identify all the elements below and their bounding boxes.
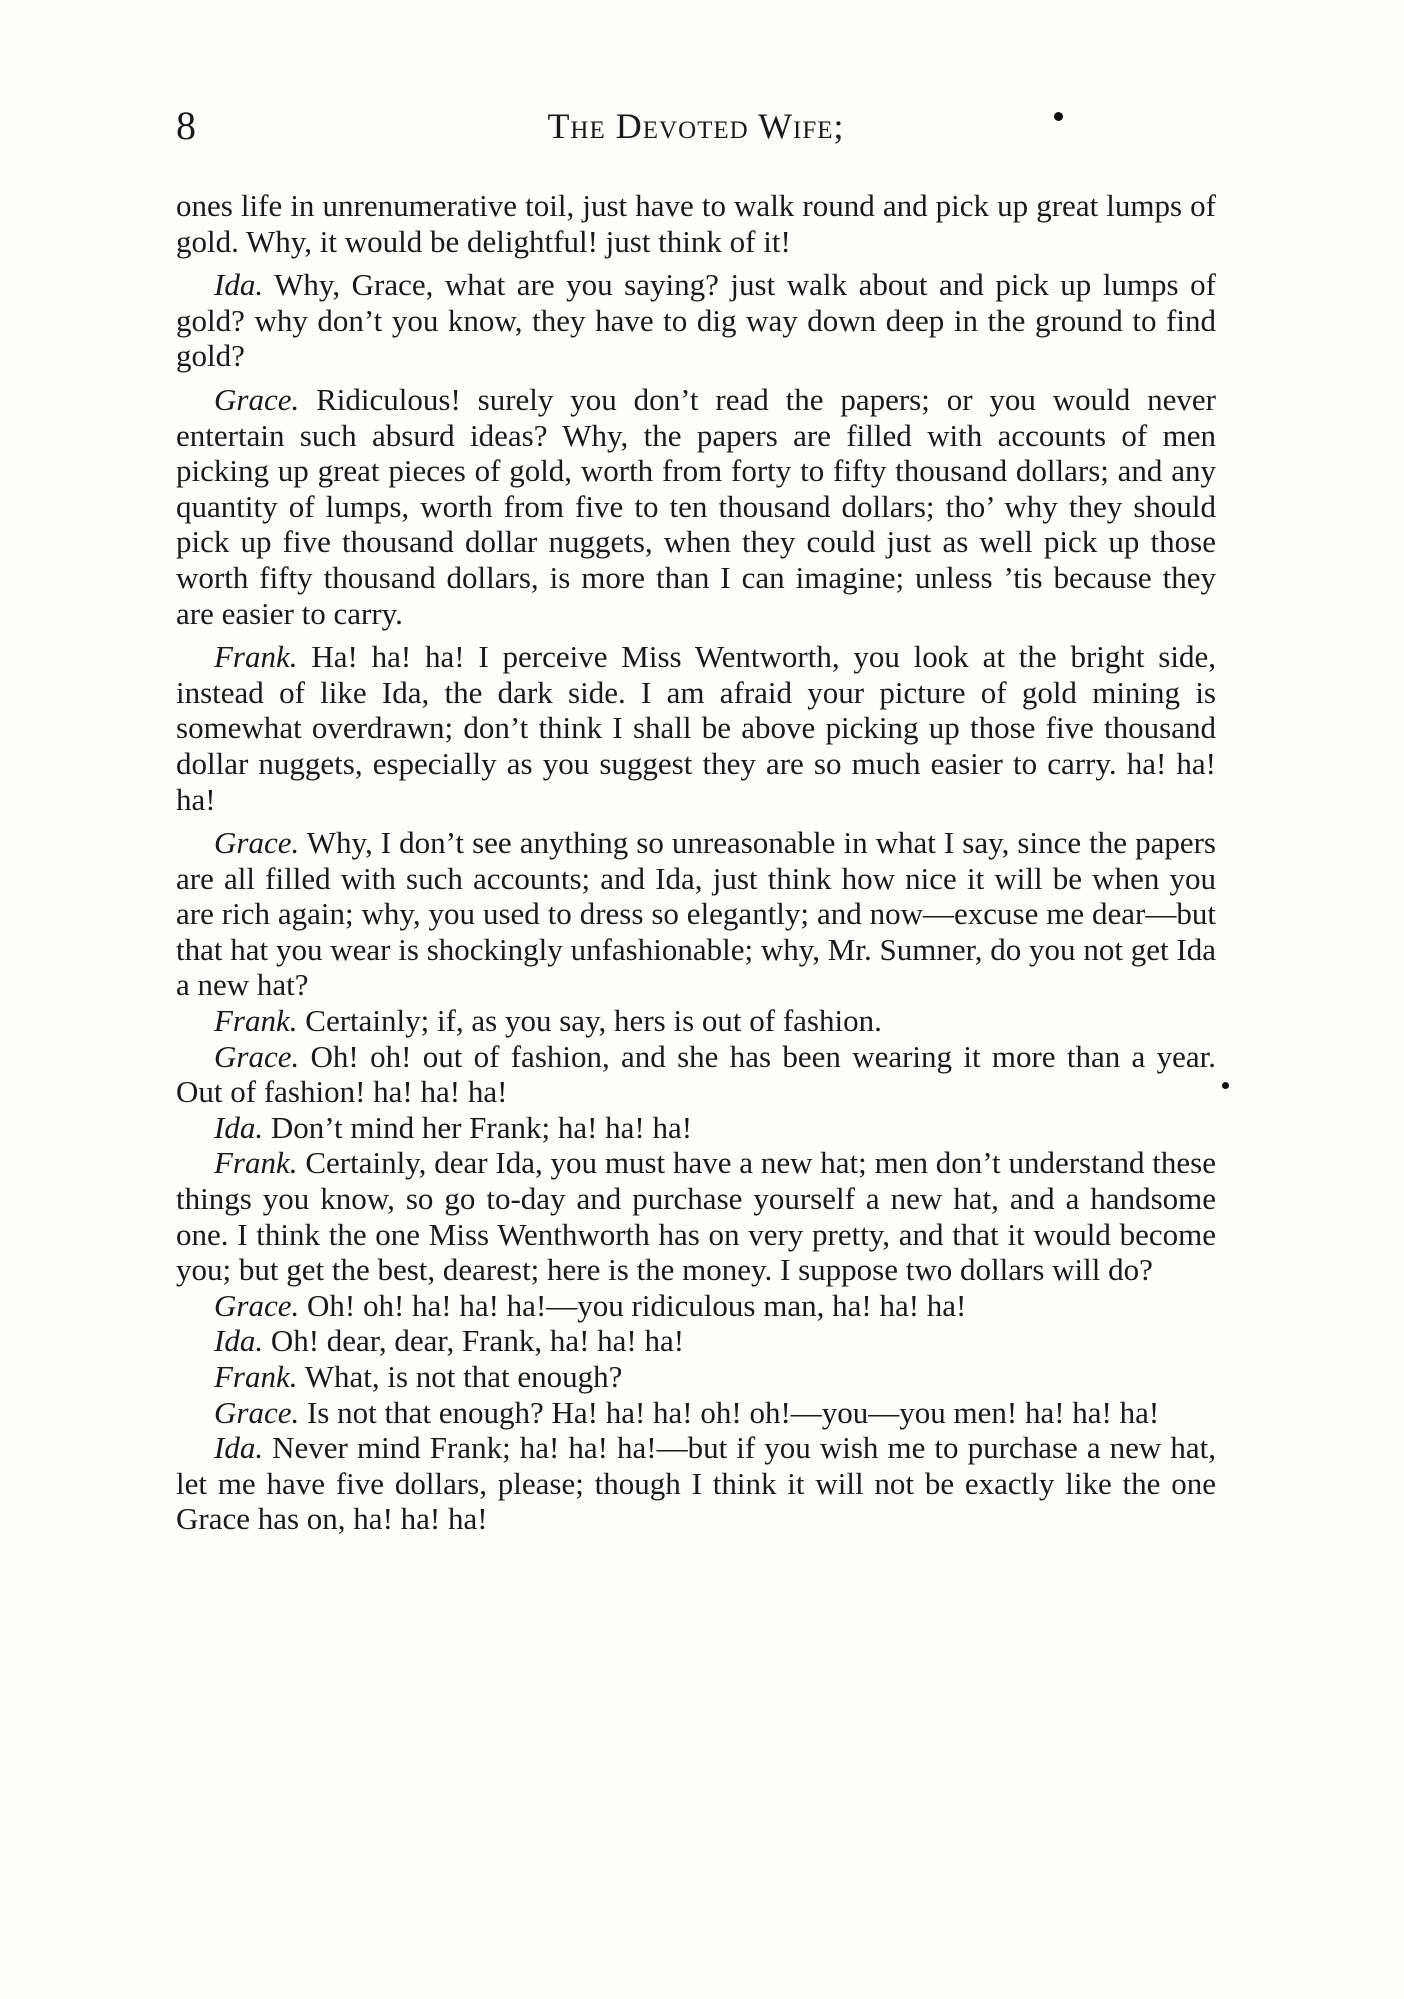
dialogue-paragraph <box>176 1395 1216 1431</box>
ink-speck <box>1054 112 1063 121</box>
speaker-name: Frank. <box>214 1145 298 1181</box>
dialogue-text: Ha! ha! ha! I perceive Miss Wentworth, you look at the bright side, instead of like Ida, the dark side. I am afraid your picture of gold mining is somewhat overdrawn; don’t think I shall be above picking up those five thousand dollar nuggets, especially as you suggest they are so much easier to carry. ha! ha! ha! <box>176 639 1216 817</box>
ink-speck <box>1222 1082 1229 1089</box>
dialogue-text: Oh! oh! out of fashion, and she has been wearing it more than a year. Out of fashion! ha! ha! ha! <box>176 1038 1216 1110</box>
dialogue-text: Oh! dear, dear, Frank, ha! ha! ha! <box>270 1323 685 1359</box>
dialogue-text: Certainly, dear Ida, you must have a new hat; men don’t understand these things you know, so go to-day and purchase yourself a new hat, and a handsome one. I think the one Miss Wenthworth has on very pretty, and that it would become you; but get the best, dearest; here is the money. I suppose two dollars will do? <box>176 1145 1216 1288</box>
dialogue-text: Don’t mind her Frank; ha! ha! ha! <box>270 1109 693 1145</box>
dialogue-text: What, is not that enough? <box>304 1359 623 1394</box>
page-body <box>176 188 1216 1537</box>
dialogue-text: Ridiculous! surely you don’t read the papers; or you would never entertain such absurd ideas? Why, the papers are filled with accounts of men picking up great pieces of gold, worth from forty to fifty thousand dollars; and any quantity of lumps, worth from five to ten thousand dollars; tho’ why they should pick up five thousand dollar nuggets, when they could just as well pick up those worth fifty thousand dollars, is more than I can imagine; unless ’tis because they are easier to carry. <box>176 381 1216 631</box>
dialogue-text: ones life in unrenumerative toil, just have to walk round and pick up great lumps of gold. Why, it would be delightful! just think of it! <box>176 188 1216 259</box>
dialogue-paragraph <box>176 639 1216 817</box>
dialogue-paragraph <box>176 1039 1216 1110</box>
dialogue-paragraph <box>176 1288 1216 1324</box>
speaker-name: Frank. <box>214 639 298 675</box>
dialogue-text: Why, Grace, what are you saying? just walk about and pick up lumps of gold? why don’t you know, they have to dig way down deep in the ground to find gold? <box>176 267 1216 374</box>
running-title: The Devoted Wife; <box>547 106 845 146</box>
dialogue-paragraph <box>176 1430 1216 1537</box>
dialogue-paragraph <box>176 1110 1216 1146</box>
dialogue-text: Never mind Frank; ha! ha! ha!—but if you wish me to purchase a new hat, let me have five dollars, please; though I think it will not be exactly like the one Grace has on, ha! ha! ha! <box>176 1430 1217 1537</box>
speaker-name: Grace. <box>214 1394 300 1430</box>
dialogue-paragraph <box>176 188 1216 259</box>
dialogue-paragraph <box>176 1359 1216 1395</box>
dialogue-text: Why, I don’t see anything so unreasonable in what I say, since the papers are all filled with such accounts; and Ida, just think how nice it will be when you are rich again; why, you used to dress so elegantly; and now—excuse me dear—but that hat you wear is shockingly unfashionable; why, Mr. Sumner, do you not get Ida a new hat? <box>176 825 1216 1003</box>
speaker-name: Grace. <box>214 1038 300 1074</box>
dialogue-paragraph <box>176 825 1216 1003</box>
speaker-name: Grace. <box>214 381 300 417</box>
dialogue-text: Certainly; if, as you say, hers is out of fashion. <box>305 1003 882 1039</box>
dialogue-paragraph <box>176 1145 1216 1287</box>
speaker-name: Frank. <box>214 1359 298 1394</box>
speaker-name: Ida. <box>214 1430 264 1466</box>
speaker-name: Ida. <box>214 1109 264 1145</box>
page-header <box>176 96 1216 156</box>
dialogue-paragraph <box>176 1323 1216 1359</box>
speaker-name: Grace. <box>214 825 300 861</box>
speaker-name: Ida. <box>214 267 264 303</box>
dialogue-paragraph <box>176 382 1216 631</box>
dialogue-text: Is not that enough? Ha! ha! ha! oh! oh!—you—you men! ha! ha! ha! <box>306 1394 1160 1430</box>
dialogue-text: Oh! oh! ha! ha! ha!—you ridiculous man, ha! ha! ha! <box>306 1287 967 1323</box>
dialogue-paragraph <box>176 1003 1216 1039</box>
speaker-name: Grace. <box>214 1287 300 1323</box>
page-number: 8 <box>176 103 196 148</box>
dialogue-paragraph <box>176 267 1216 374</box>
speaker-name: Frank. <box>214 1003 298 1039</box>
speaker-name: Ida. <box>214 1323 264 1359</box>
